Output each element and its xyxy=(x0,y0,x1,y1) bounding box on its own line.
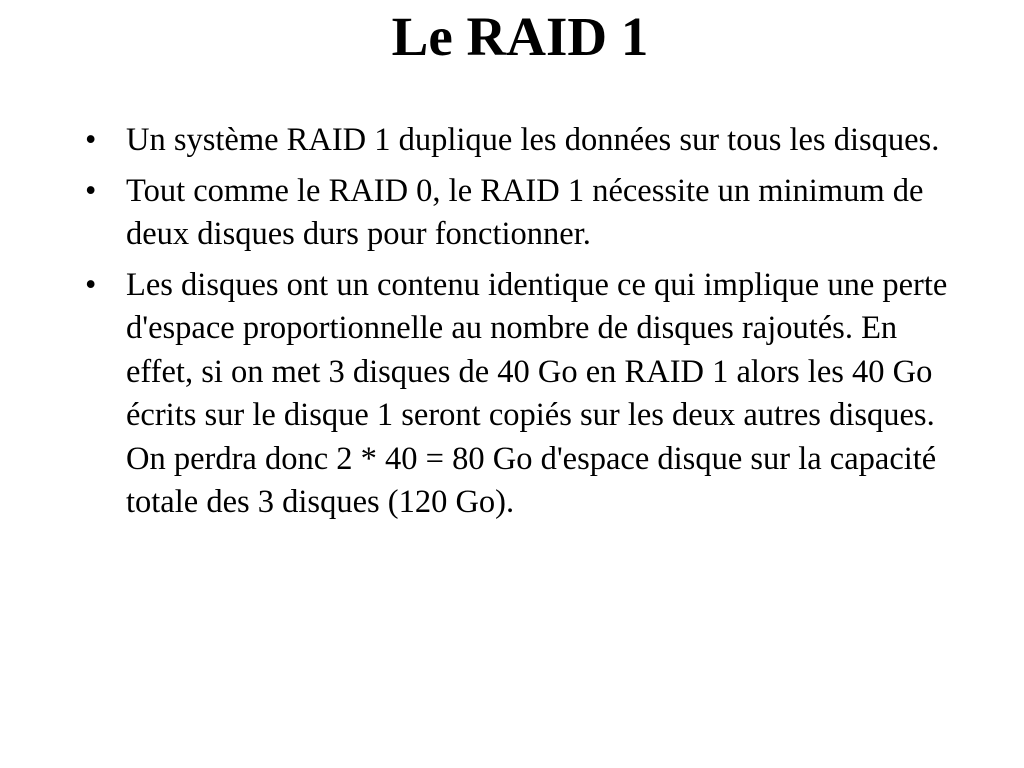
bullet-icon: • xyxy=(85,266,97,303)
bullet-item-2 xyxy=(85,170,955,257)
bullet-icon: • xyxy=(85,172,97,209)
bullet-list xyxy=(85,119,955,532)
bullet-text-1: Un système RAID 1 duplique les données sur tous les disques. xyxy=(126,122,940,158)
bullet-text-2: Tout comme le RAID 0, le RAID 1 nécessite un minimum de deux disques durs pour fonctionner. xyxy=(126,172,924,252)
bullet-item-1 xyxy=(85,119,955,163)
bullet-icon: • xyxy=(85,122,97,158)
bullet-item-3 xyxy=(85,264,955,525)
slide-title: Le RAID 1 xyxy=(391,6,649,67)
bullet-text-3: Les disques ont un contenu identique ce qui implique une perte d'espace proportionnelle au nombre de disques rajoutés. En effet, si on met 3 disques de 40 Go en RAID 1 alors les 40 Go écrits sur le disque 1 seront copiés sur les deux autres disques. On perdra donc 2 * 40 = 80 Go d'espace disque sur la capacité totale des 3 disques (120 Go). xyxy=(126,266,948,520)
